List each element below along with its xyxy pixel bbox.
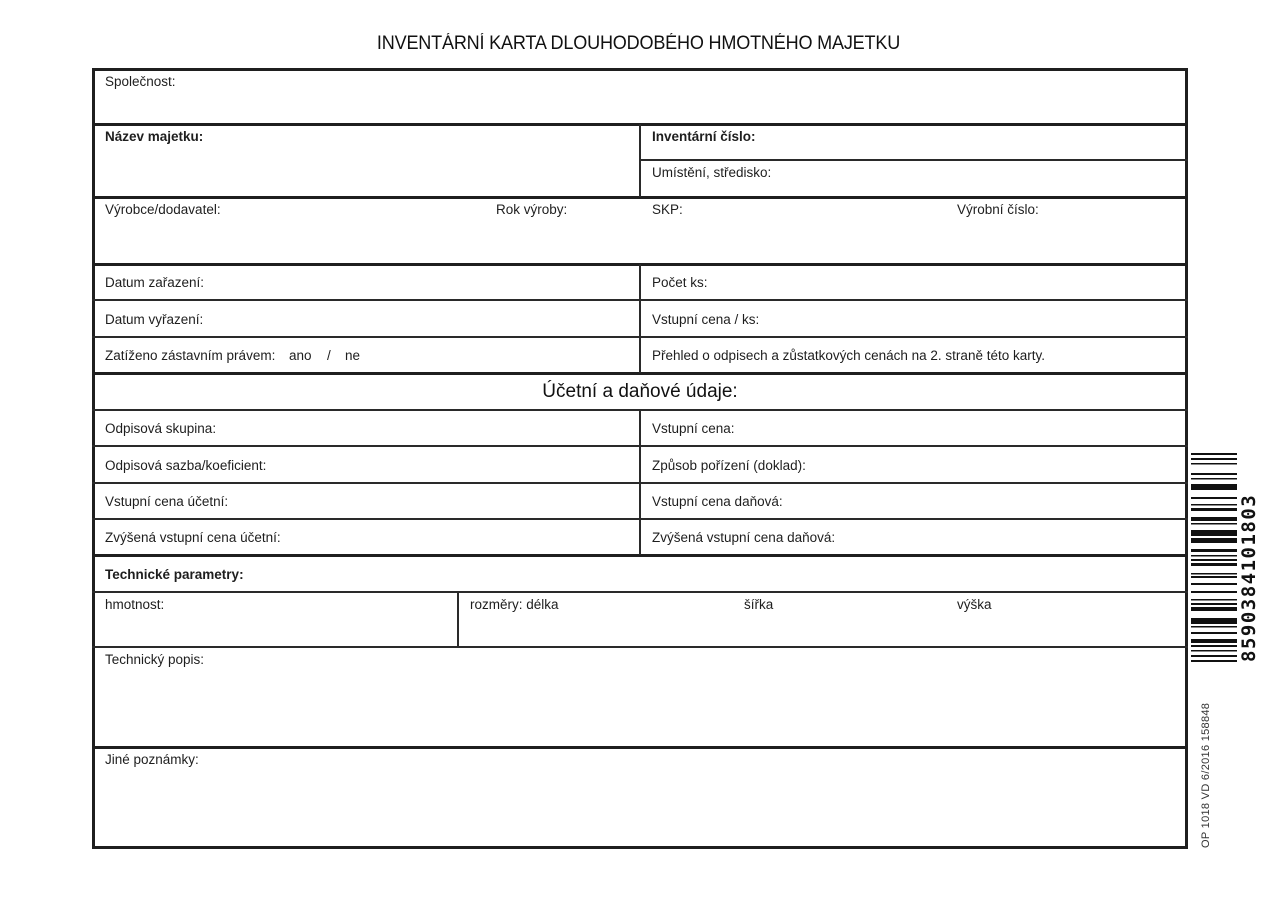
vstupni-cena-label: Vstupní cena: xyxy=(652,421,735,436)
form-title: INVENTÁRNÍ KARTA DLOUHODOBÉHO HMOTNÉHO MAJETKU xyxy=(376,33,901,54)
spolecnost-label: Společnost: xyxy=(105,74,176,89)
accounting-section-title: Účetní a daňové údaje: xyxy=(542,381,738,402)
spolecnost-field[interactable] xyxy=(95,71,1185,122)
pocet-ks-label: Počet ks: xyxy=(652,275,708,290)
barcode-icon xyxy=(1191,453,1237,663)
technicky-popis-field[interactable] xyxy=(95,648,1185,745)
vstupni-cena-ks-label: Vstupní cena / ks: xyxy=(652,312,760,327)
zatizeno-separator: / xyxy=(327,348,331,363)
sirka-label: šířka xyxy=(744,597,774,612)
pocet-ks-field[interactable] xyxy=(641,265,1185,298)
form-code: OP 1018 VD 6/2016 158848 xyxy=(1200,702,1212,848)
prehled-note: Přehled o odpisech a zůstatkových cenách na 2. straně této karty. xyxy=(652,348,1045,363)
zatizeno-label: Zatíženo zástavním právem: xyxy=(105,348,276,363)
rozmery-delka-label: rozměry: délka xyxy=(470,597,559,612)
zatizeno-ano-option[interactable]: ano xyxy=(289,348,312,363)
jine-poznamky-field[interactable] xyxy=(95,749,1185,846)
datum-vyrazeni-label: Datum vyřazení: xyxy=(105,312,204,327)
zpusob-porizeni-label: Způsob pořízení (doklad): xyxy=(652,458,806,473)
inventarni-cislo-label: Inventární číslo: xyxy=(652,129,756,144)
zatizeno-ne-option[interactable]: ne xyxy=(345,348,361,363)
vyska-label: výška xyxy=(957,597,992,612)
umisteni-label: Umístění, středisko: xyxy=(652,165,772,180)
vyrobce-label: Výrobce/dodavatel: xyxy=(105,202,221,217)
nazev-majetku-label: Název majetku: xyxy=(105,129,204,144)
barcode-digits: 8590384101803 xyxy=(1238,493,1260,662)
vyrobni-cislo-label: Výrobní číslo: xyxy=(957,202,1039,217)
technical-section-title: Technické parametry: xyxy=(105,567,244,582)
jine-poznamky-label: Jiné poznámky: xyxy=(105,752,199,767)
zvysena-cena-ucetni-label: Zvýšená vstupní cena účetní: xyxy=(105,530,281,545)
datum-zarazeni-label: Datum zařazení: xyxy=(105,275,205,290)
hmotnost-label: hmotnost: xyxy=(105,597,165,612)
odpisova-sazba-label: Odpisová sazba/koeficient: xyxy=(105,458,267,473)
odpisova-skupina-label: Odpisová skupina: xyxy=(105,421,217,436)
vstupni-cena-danova-label: Vstupní cena daňová: xyxy=(652,494,783,509)
skp-label: SKP: xyxy=(652,202,683,217)
vstupni-cena-ucetni-label: Vstupní cena účetní: xyxy=(105,494,229,509)
technicky-popis-label: Technický popis: xyxy=(105,652,205,667)
rok-vyroby-label: Rok výroby: xyxy=(496,202,568,217)
zvysena-cena-danova-label: Zvýšená vstupní cena daňová: xyxy=(652,530,836,545)
rozmery-field[interactable] xyxy=(459,593,1185,645)
